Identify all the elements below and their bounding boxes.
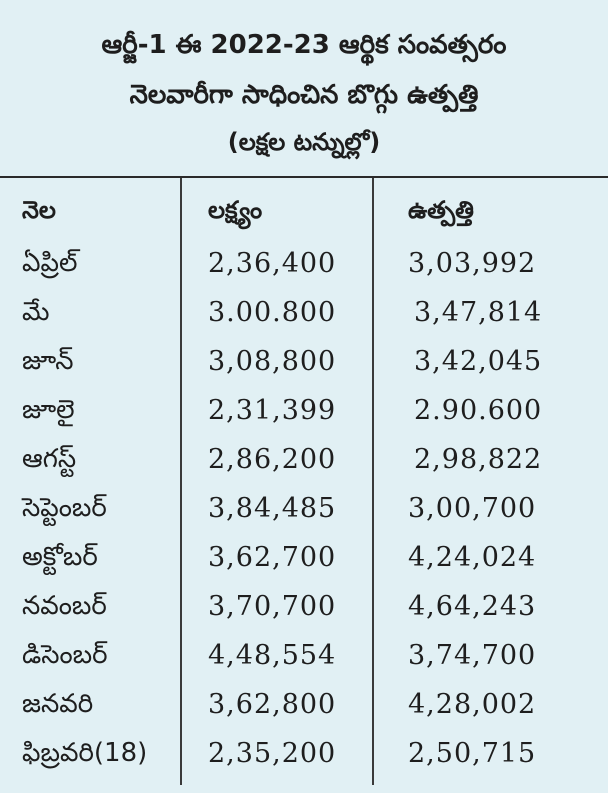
header-month: నెల — [22, 196, 56, 224]
table-row — [0, 542, 608, 591]
table-row — [0, 248, 608, 297]
production-cell: 3,42,045 — [414, 346, 543, 377]
table-row — [0, 346, 608, 395]
month-cell: ఆగస్ట్ — [22, 444, 77, 474]
month-cell: మే — [22, 297, 50, 327]
target-cell: 2,31,399 — [208, 395, 337, 426]
production-cell: 4,28,002 — [408, 689, 537, 720]
target-cell: 2,86,200 — [208, 444, 337, 475]
production-cell: 4,64,243 — [408, 591, 537, 622]
production-cell: 3,00,700 — [408, 493, 537, 524]
target-cell: 2,35,200 — [208, 738, 337, 769]
month-cell: సెప్టెంబర్ — [22, 493, 107, 523]
header-divider — [0, 176, 608, 178]
month-cell: అక్టోబర్ — [22, 542, 98, 572]
header-target: లక్ష్యం — [208, 196, 263, 224]
target-cell: 3,70,700 — [208, 591, 337, 622]
month-cell: జూలై — [22, 395, 75, 425]
table-row — [0, 591, 608, 640]
month-cell: జనవరి — [22, 689, 94, 719]
target-cell: 3.00.800 — [208, 297, 337, 328]
target-cell: 3,62,800 — [208, 689, 337, 720]
target-cell: 3,08,800 — [208, 346, 337, 377]
target-cell: 4,48,554 — [208, 640, 337, 671]
production-cell: 3,74,700 — [408, 640, 537, 671]
header-production: ఉత్పత్తి — [408, 196, 474, 224]
month-cell: ఏప్రిల్ — [22, 248, 78, 278]
table-row — [0, 444, 608, 493]
target-cell: 3,84,485 — [208, 493, 337, 524]
month-cell: జూన్ — [22, 346, 74, 376]
month-cell: నవంబర్ — [22, 591, 107, 621]
target-cell: 2,36,400 — [208, 248, 337, 279]
target-cell: 3,62,700 — [208, 542, 337, 573]
title-line-2: నెలవారీగా సాధించిన బొగ్గు ఉత్పత్తి — [129, 80, 479, 110]
title-line-1: ఆర్జీ-1 ఈ 2022-23 ఆర్థిక సంవత్సరం — [101, 30, 507, 60]
table-row — [0, 493, 608, 542]
table-row — [0, 395, 608, 444]
production-cell: 2,50,715 — [408, 738, 537, 769]
production-cell: 3,03,992 — [408, 248, 537, 279]
production-cell: 2,98,822 — [414, 444, 543, 475]
title-units: (లక్షల టన్నుల్లో) — [227, 128, 381, 156]
table-row — [0, 640, 608, 689]
production-cell: 2.90.600 — [414, 395, 543, 426]
table-row — [0, 689, 608, 738]
table-row — [0, 297, 608, 346]
production-cell: 4,24,024 — [408, 542, 537, 573]
month-cell: ఫిబ్రవరి(18) — [22, 738, 148, 768]
month-cell: డిసెంబర్ — [22, 640, 108, 670]
title-block — [0, 0, 608, 165]
table-row — [0, 738, 608, 787]
table-header-row — [0, 196, 608, 245]
production-cell: 3,47,814 — [414, 297, 543, 328]
